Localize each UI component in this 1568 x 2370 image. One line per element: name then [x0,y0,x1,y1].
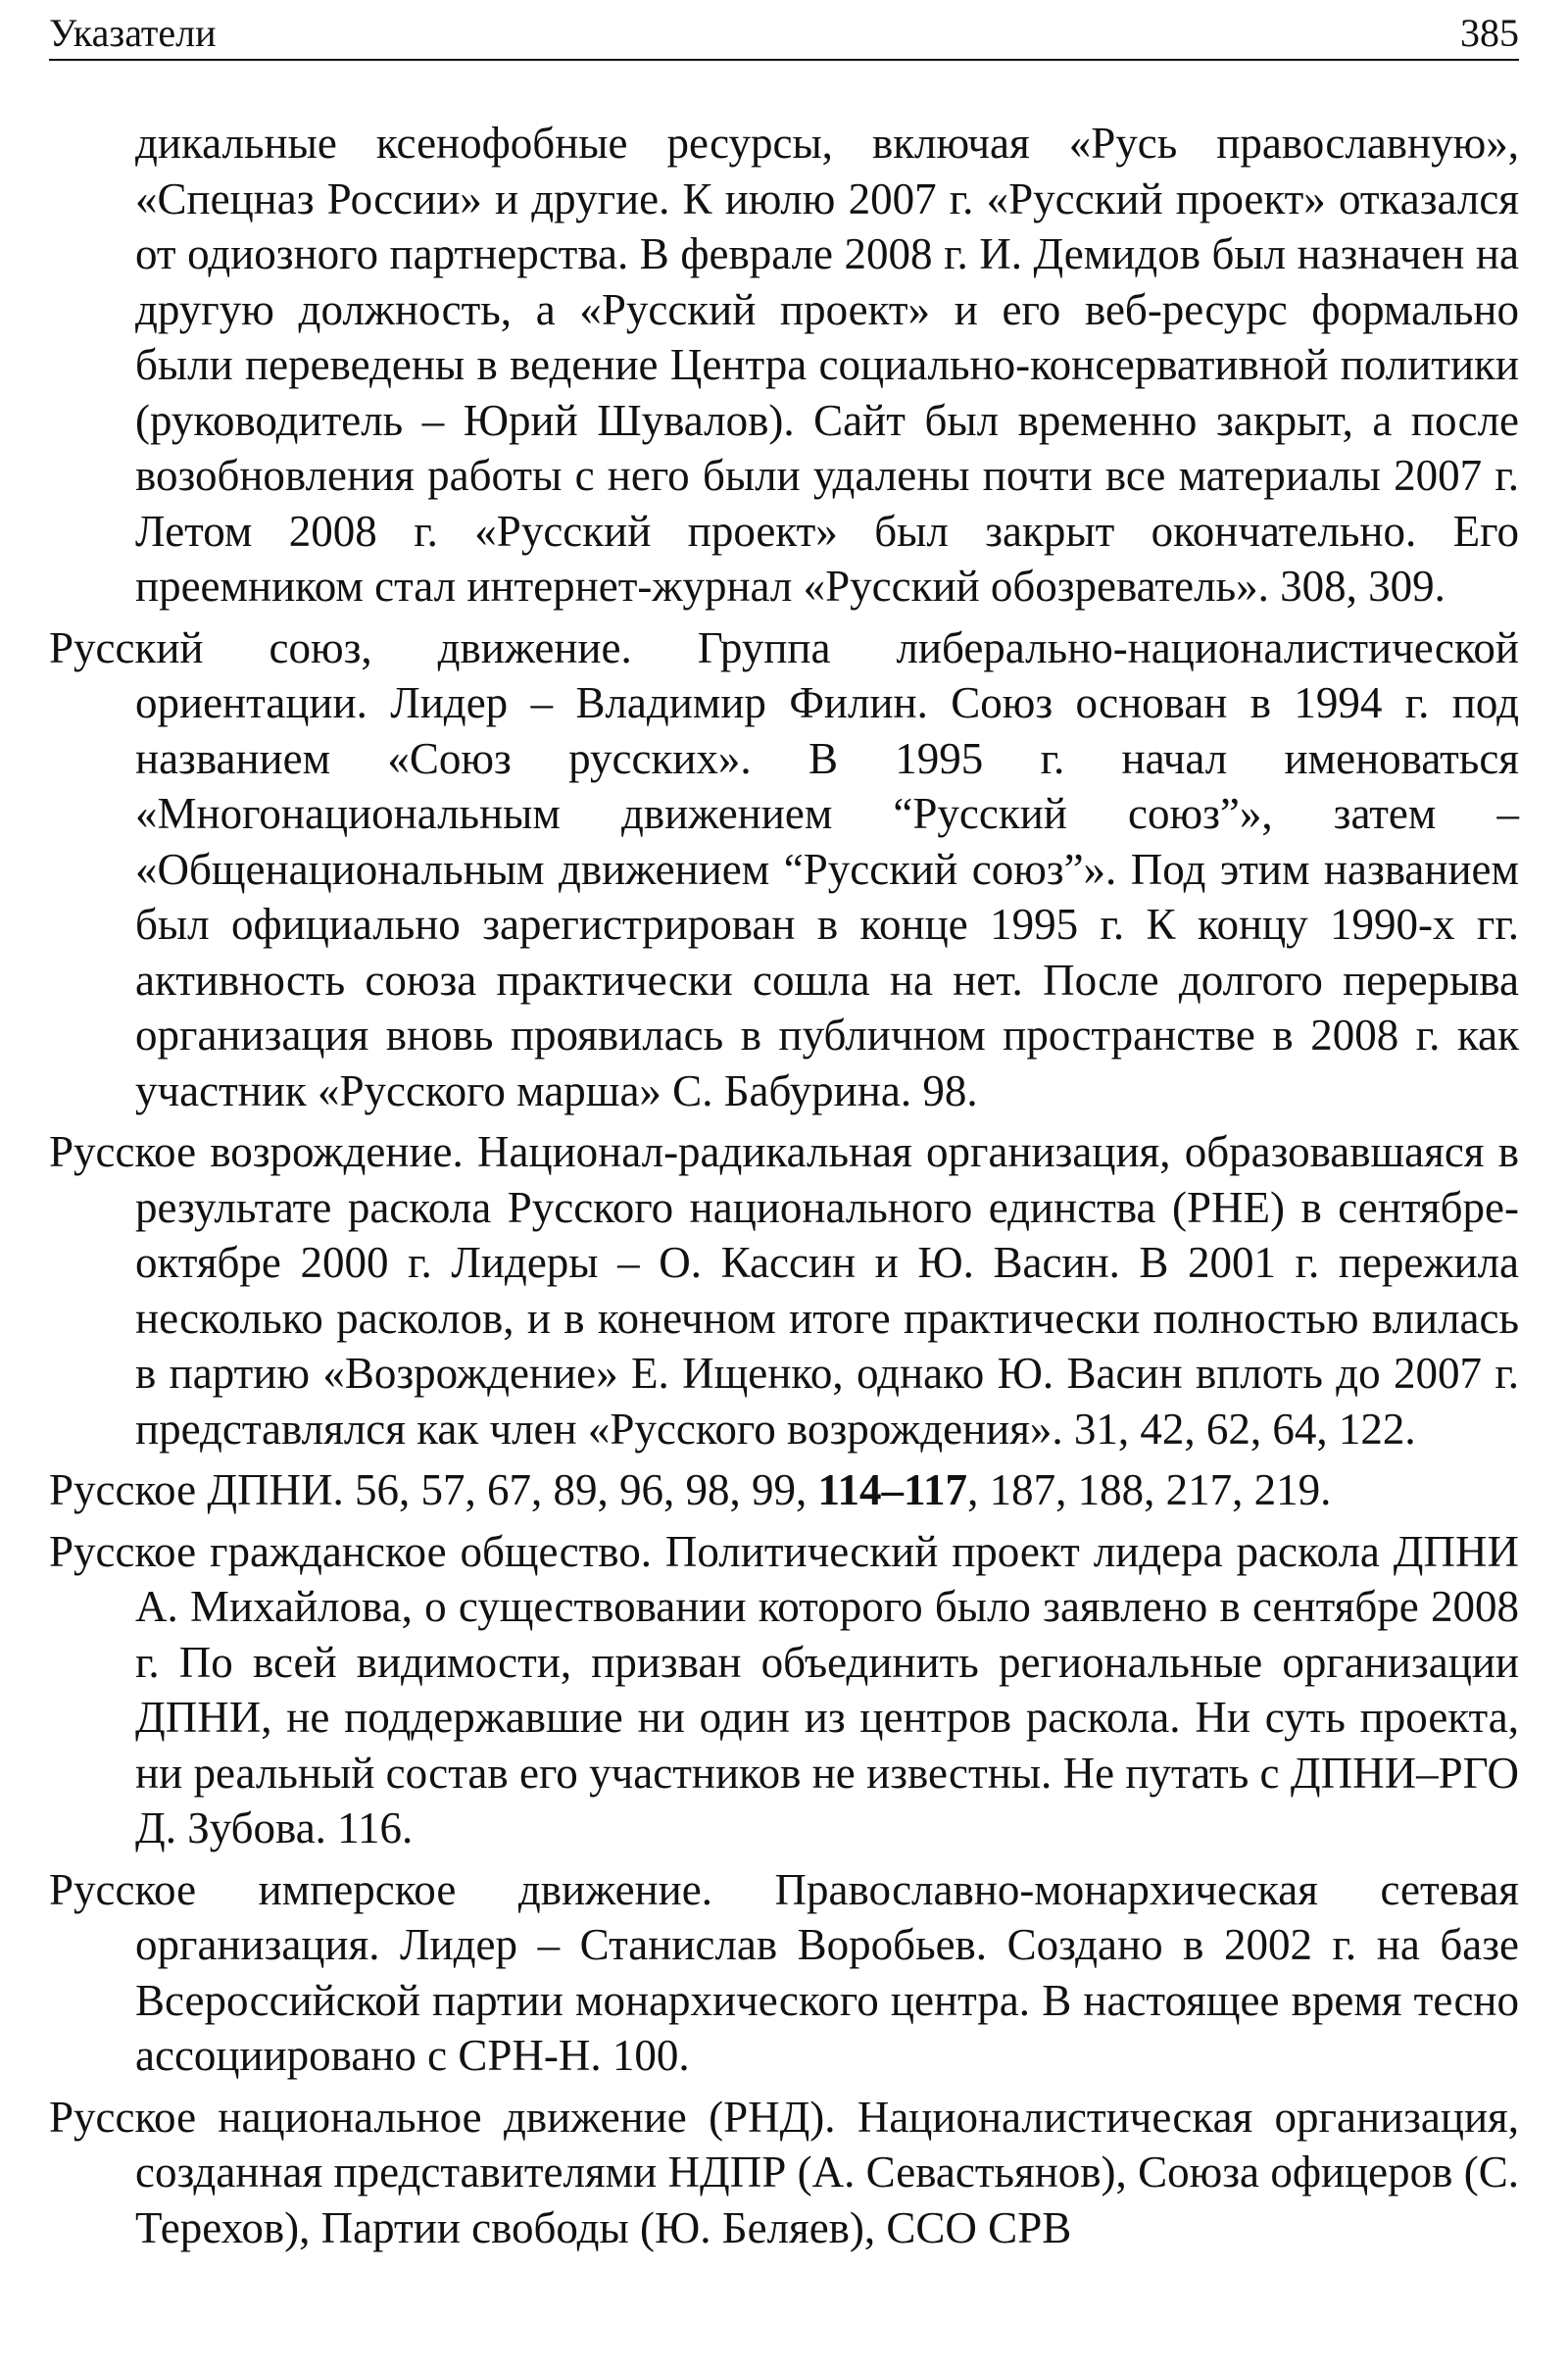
index-entry-continuation: дикальные ксенофобные ресурсы, включая «Русь православную», «Спецназ России» и другие. К июлю 2007 г. «Русский проект» отказался от одиозного партнерства. В феврале 2008 г. И. Демидов был назначен на другую должность, а «Русский проект» и его веб-ресурс формально были переведены в ведение Центра социально-консервативной политики (руководитель – Юрий Шувалов). Сайт был временно закрыт, а после возобновления работы с него были удалены почти все материалы 2007 г. Летом 2008 г. «Русский проект» был закрыт окончательно. Его преемником стал интернет-журнал «Русский обозреватель». 308, 309. [135,119,1519,611]
entry-text: Русское ДПНИ. 56, 57, 67, 89, 96, 98, 99, [49,1465,818,1514]
index-entry-russkoe-vozrozhdenie: Русское возрождение. Национал-радикальная организация, образовавшаяся в результате раскола Русского национального единства (РНЕ) в сентябре-октябре 2000 г. Лидеры – О. Кассин и Ю. Васин. В 2001 г. пережила несколько расколов, и в конечном итоге практически полностью влилась в партию «Возрождение» Е. Ищенко, однако Ю. Васин вплоть до 2007 г. представлялся как член «Русского возрождения». 31, 42, 62, 64, 122. [49,1127,1519,1454]
index-entry-russkoe-dpni [49,1462,1519,1518]
entry-text: , 187, 188, 217, 219. [967,1465,1332,1514]
section-title: Указатели [49,11,217,55]
running-header [49,8,1519,61]
index-entry-natsionalnoe-dvizhenie: Русское национальное движение (РНД). Националистическая организация, созданная представителями НДПР (А. Севастьянов), Союза офицеров (С. Терехов), Партии свободы (Ю. Беляев), ССО СРВ [49,2092,1519,2252]
index-entry-imperskoe-dvizhenie: Русское имперское движение. Православно-монархическая сетевая организация. Лидер – Станислав Воробьев. Создано в 2002 г. на базе Всероссийской партии монархического центра. В настоящее время тесно ассоциировано с СРН-Н. 100. [49,1864,1519,2080]
index-entry-grazhdanskoe-obshchestvo: Русское гражданское общество. Политический проект лидера раскола ДПНИ А. Михайлова, о существовании которого было заявлено в сентябре 2008 г. По всей видимости, призван объединить региональные организации ДПНИ, не поддержавшие ни один из центров раскола. Ни суть проекта, ни реальный состав его участников не известны. Не путать с ДПНИ–РГО Д. Зубова. 116. [49,1526,1519,1852]
index-entries [49,116,1519,2261]
index-entry-russkiy-soyuz: Русский союз, движение. Группа либерально-националистической ориентации. Лидер – Владимир Филин. Союз основан в 1994 г. под названием «Союз русских». В 1995 г. начал именоваться «Многонациональным движением “Русский союз”», затем – «Общенациональным движением “Русский союз”». Под этим названием был официально зарегистрирован в конце 1995 г. К концу 1990-х гг. активность союза практически сошла на нет. После долгого перерыва организация вновь проявилась в публичном пространстве в 2008 г. как участник «Русского марша» С. Бабурина. 98. [49,622,1519,1115]
page-number: 385 [1460,11,1519,55]
bold-page-range: 114–117 [817,1465,968,1514]
